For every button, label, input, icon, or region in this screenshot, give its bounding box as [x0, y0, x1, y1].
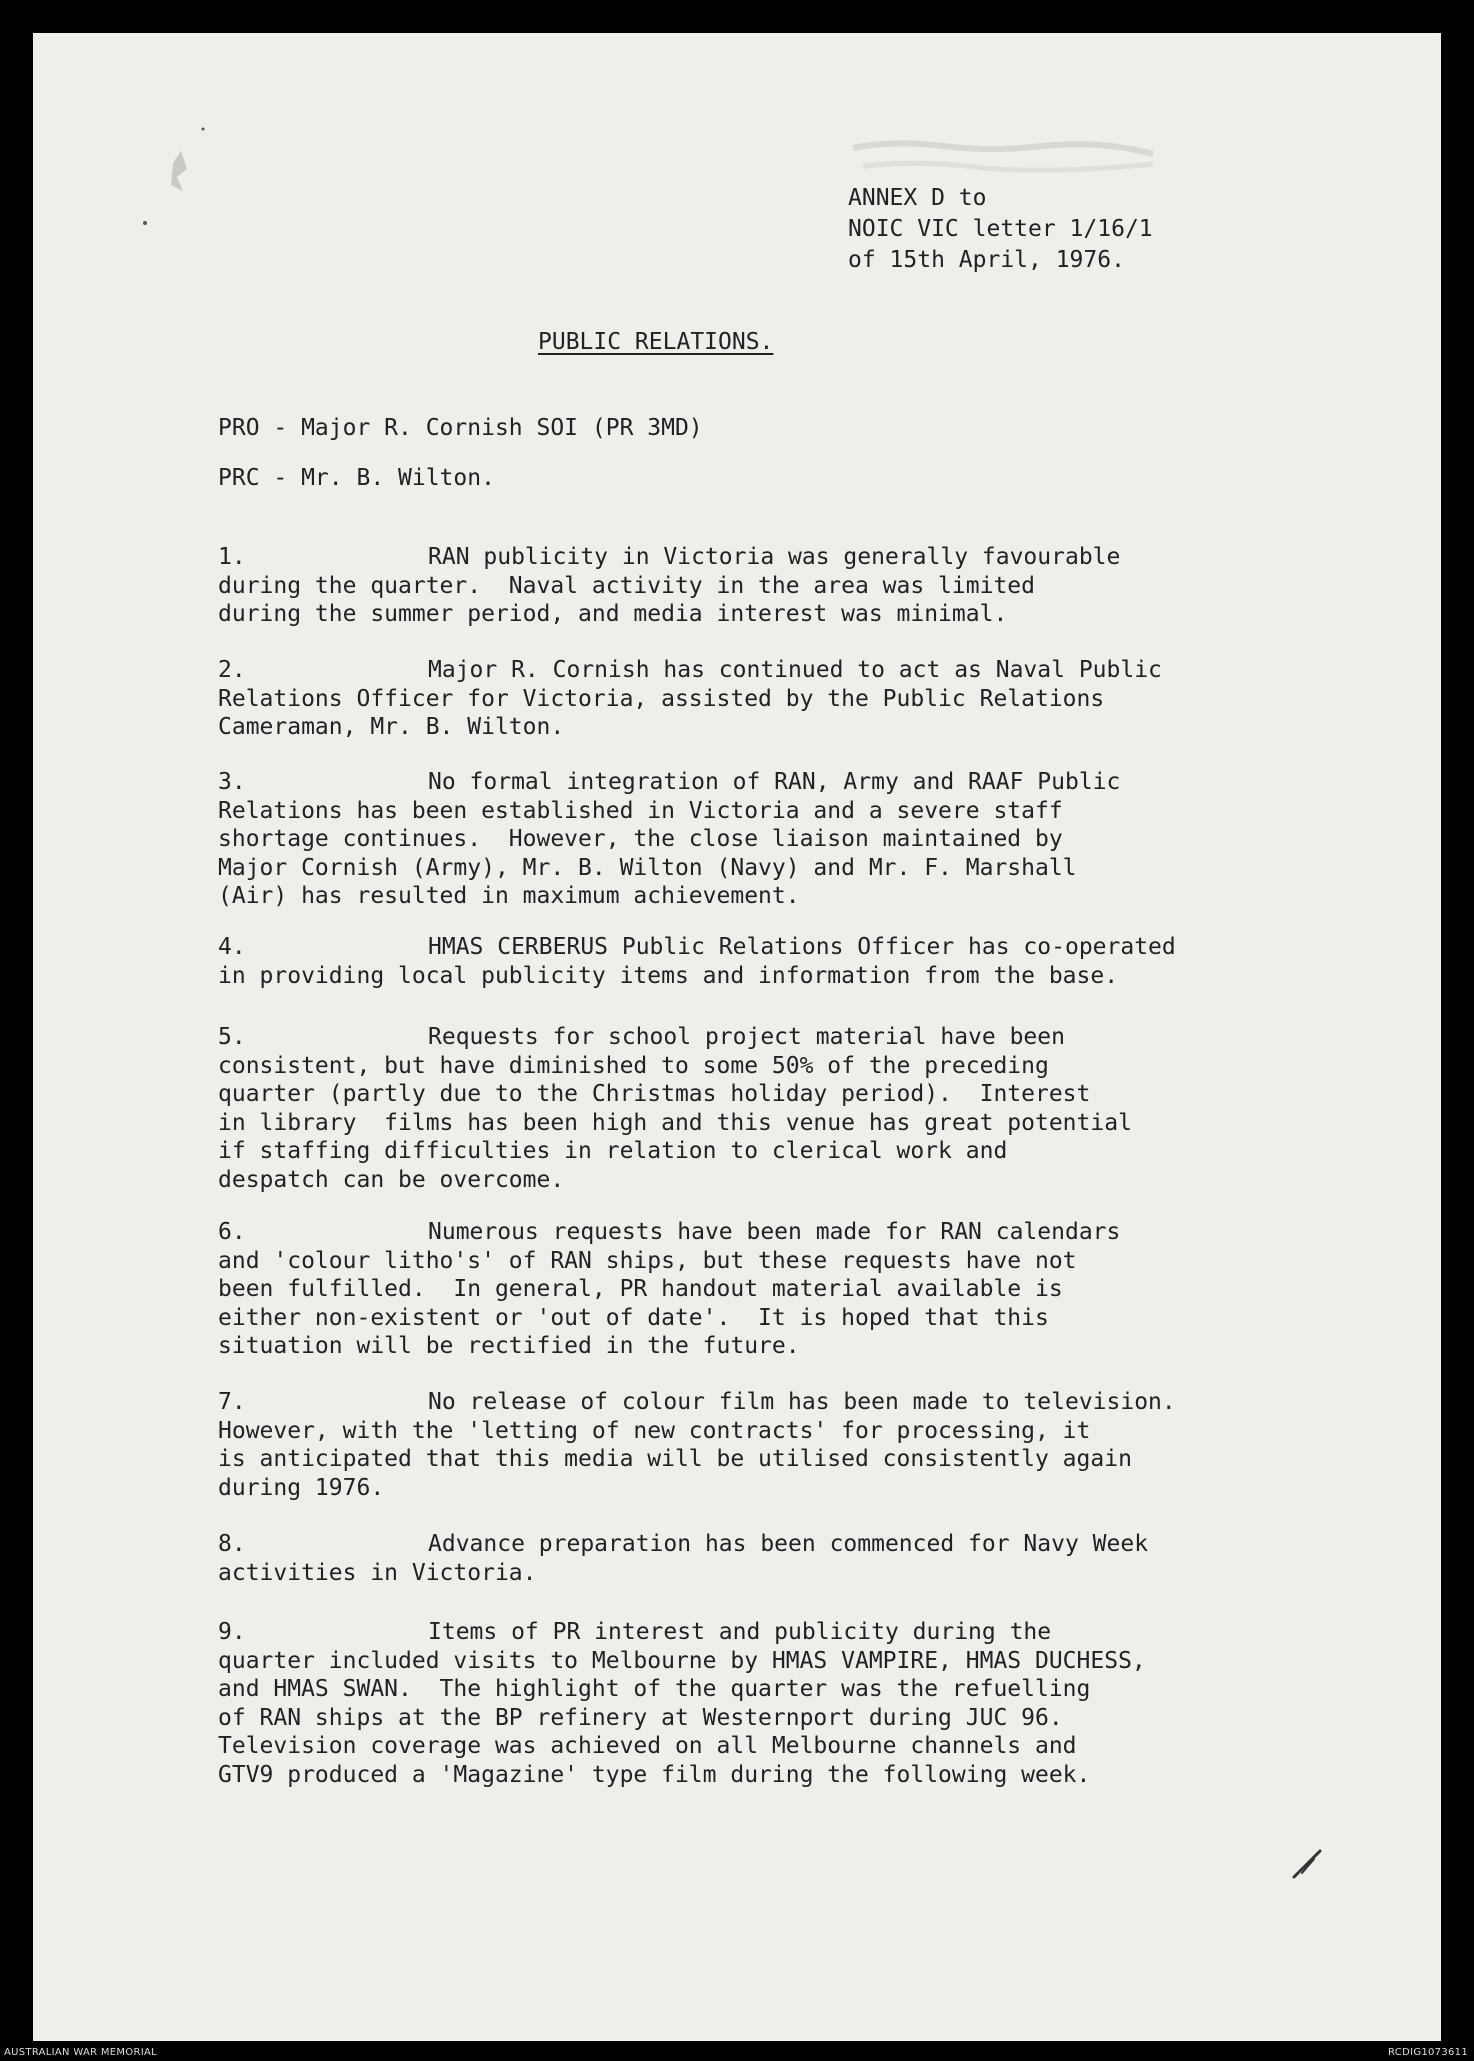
- paragraph-number: 5.: [218, 1024, 246, 1050]
- paragraph-9: [218, 1618, 1368, 1789]
- paragraph-3: [218, 768, 1368, 911]
- footer-institution: AUSTRALIAN WAR MEMORIAL: [4, 2047, 157, 2058]
- paragraph-text: Requests for school project material have been consistent, but have diminished to some 50% of the preceding quarter (partly due to the Christmas holiday period). Interest in library films has been high and this venue has great potential if staffing difficulties in relation to clerical work and despatch can be overcome.: [218, 1024, 1132, 1193]
- document-page: [33, 33, 1441, 2041]
- annex-line-1: ANNEX D to: [848, 185, 987, 211]
- paragraph-1: [218, 543, 1368, 629]
- paragraph-text: RAN publicity in Victoria was generally favourable during the quarter. Naval activity in the area was limited during the summer period, and media interest was minimal.: [218, 544, 1121, 627]
- paragraph-text: No formal integration of RAN, Army and RAAF Public Relations has been established in Victoria and a severe staff shortage continues. However, the close liaison maintained by Major Cornish (Army), Mr. B. Wilton (Navy) and Mr. F. Marshall (Air) has resulted in maximum achievement.: [218, 769, 1121, 909]
- paragraph-4: [218, 933, 1368, 990]
- paragraph-6: [218, 1218, 1368, 1361]
- annex-line-2: NOIC VIC letter 1/16/1: [848, 216, 1153, 242]
- document-title: PUBLIC RELATIONS.: [538, 329, 774, 355]
- paragraph-number: 8.: [218, 1531, 246, 1557]
- paragraph-number: 7.: [218, 1389, 246, 1415]
- paragraph-7: [218, 1388, 1368, 1502]
- prc-line: PRC - Mr. B. Wilton.: [218, 465, 495, 491]
- footer-record-id: RCDIG1073611: [1388, 2047, 1468, 2058]
- paragraph-number: 4.: [218, 934, 246, 960]
- annex-line-3: of 15th April, 1976.: [848, 247, 1125, 273]
- paragraph-number: 3.: [218, 769, 246, 795]
- paragraph-text: Major R. Cornish has continued to act as Naval Public Relations Officer for Victoria, assisted by the Public Relations Cameraman, Mr. B. Wilton.: [218, 657, 1162, 740]
- paragraph-5: [218, 1023, 1368, 1194]
- paragraph-text: Numerous requests have been made for RAN calendars and 'colour litho's' of RAN ships, but these requests have not been fulfilled. In general, PR handout material available is either non-existent or 'out of date'. It is hoped that this situation will be rectified in the future.: [218, 1219, 1121, 1359]
- paragraph-text: Advance preparation has been commenced for Navy Week activities in Victoria.: [218, 1531, 1149, 1586]
- paragraph-2: [218, 656, 1368, 742]
- paragraph-number: 9.: [218, 1619, 246, 1645]
- annex-reference: [848, 183, 1153, 276]
- faint-stamp-smudge: [843, 128, 1173, 188]
- paragraph-text: No release of colour film has been made to television. However, with the 'letting of new contracts' for processing, it is anticipated that this media will be utilised consistently again during 1976.: [218, 1389, 1176, 1501]
- pro-line: PRO - Major R. Cornish SOI (PR 3MD): [218, 415, 703, 441]
- pen-mark: [1288, 1843, 1328, 1883]
- paragraph-text: HMAS CERBERUS Public Relations Officer has co-operated in providing local publicity items and information from the base.: [218, 934, 1176, 989]
- paper-blemish: [133, 123, 243, 233]
- paragraph-8: [218, 1530, 1368, 1587]
- paragraph-number: 1.: [218, 544, 246, 570]
- paragraph-number: 6.: [218, 1219, 246, 1245]
- paragraph-number: 2.: [218, 657, 246, 683]
- paragraph-text: Items of PR interest and publicity during the quarter included visits to Melbourne by HMAS VAMPIRE, HMAS DUCHESS, and HMAS SWAN. The highlight of the quarter was the refuelling of RAN ships at the BP refinery at Westernport during JUC 96. Television coverage was achieved on all Melbourne channels and GTV9 produced a 'Magazine' type film during the following week.: [218, 1619, 1146, 1788]
